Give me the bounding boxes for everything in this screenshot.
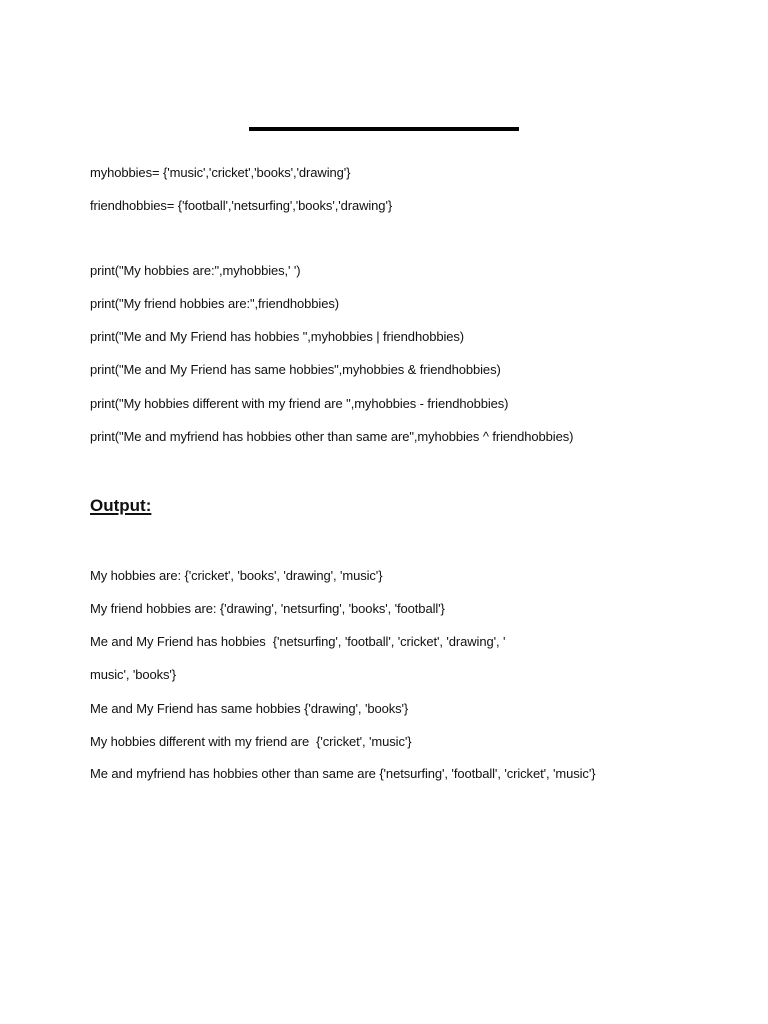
output-line: Me and My Friend has same hobbies {'drawing', 'books'} <box>90 701 409 716</box>
code-line: print("Me and My Friend has same hobbies",myhobbies & friendhobbies) <box>90 362 501 377</box>
output-heading: Output: <box>90 496 152 515</box>
output-line: Me and My Friend has hobbies {'netsurfing', 'football', 'cricket', 'drawing', ' <box>90 634 506 649</box>
output-line: My hobbies are: {'cricket', 'books', 'drawing', 'music'} <box>90 568 383 583</box>
code-line: print("Me and My Friend has hobbies ",myhobbies | friendhobbies) <box>90 329 465 344</box>
title-rule <box>249 127 519 131</box>
output-line: My hobbies different with my friend are {'cricket', 'music'} <box>90 734 412 749</box>
code-line: print("Me and myfriend has hobbies other than same are",myhobbies ^ friendhobbies) <box>90 429 574 444</box>
code-line: print("My hobbies different with my friend are ",myhobbies - friendhobbies) <box>90 396 509 411</box>
code-line: friendhobbies= {'football','netsurfing','books','drawing'} <box>90 198 393 213</box>
output-line: Me and myfriend has hobbies other than same are {'netsurfing', 'football', 'cricket', 'music'} <box>90 766 596 781</box>
code-line: myhobbies= {'music','cricket','books','drawing'} <box>90 165 351 180</box>
output-line: My friend hobbies are: {'drawing', 'netsurfing', 'books', 'football'} <box>90 601 445 616</box>
code-line: print("My hobbies are:",myhobbies,' ') <box>90 263 301 278</box>
output-line: music', 'books'} <box>90 667 177 682</box>
code-line: print("My friend hobbies are:",friendhobbies) <box>90 296 339 311</box>
